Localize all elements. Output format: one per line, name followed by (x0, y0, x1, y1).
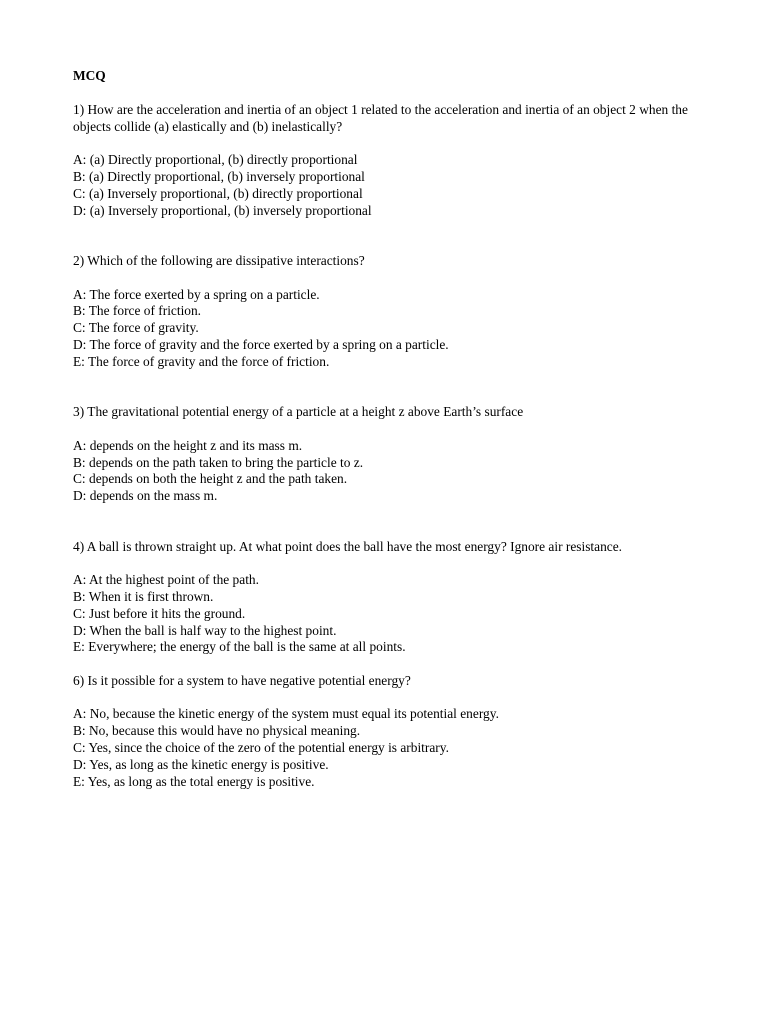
option-list (73, 572, 693, 656)
question-text: 6) Is it possible for a system to have negative potential energy? (73, 672, 411, 688)
question-3 (73, 404, 693, 505)
option-d: D: depends on the mass m. (73, 488, 218, 504)
option-e: E: Yes, as long as the total energy is positive. (73, 773, 315, 789)
spacer (73, 371, 693, 405)
spacer (73, 656, 693, 673)
question-text: 3) The gravitational potential energy of a particle at a height z above Earth’s surface (73, 404, 524, 420)
spacer (73, 219, 693, 253)
option-d: D: The force of gravity and the force exerted by a spring on a particle. (73, 336, 449, 352)
option-b: B: depends on the path taken to bring the particle to z. (73, 454, 364, 470)
option-b: B: The force of friction. (73, 303, 202, 319)
option-a: A: At the highest point of the path. (73, 572, 259, 588)
option-e: E: The force of gravity and the force of friction. (73, 353, 330, 369)
question-text: 1) How are the acceleration and inertia of an object 1 related to the acceleration and inertia of an object 2 when the objects collide (a) elastically and (b) inelastically? (73, 101, 688, 134)
option-d: D: (a) Inversely proportional, (b) inversely proportional (73, 202, 372, 218)
option-c: C: Yes, since the choice of the zero of the potential energy is arbitrary. (73, 740, 449, 756)
option-list (73, 152, 693, 219)
option-b: B: No, because this would have no physical meaning. (73, 723, 361, 739)
option-c: C: Just before it hits the ground. (73, 605, 246, 621)
option-c: C: depends on both the height z and the path taken. (73, 471, 348, 487)
option-a: A: (a) Directly proportional, (b) directly proportional (73, 152, 358, 168)
option-a: A: depends on the height z and its mass m. (73, 437, 303, 453)
question-2 (73, 253, 693, 371)
question-6 (73, 673, 693, 791)
question-4 (73, 539, 693, 657)
option-d: D: When the ball is half way to the highest point. (73, 622, 337, 638)
option-d: D: Yes, as long as the kinetic energy is positive. (73, 756, 329, 772)
option-c: C: (a) Inversely proportional, (b) directly proportional (73, 185, 363, 201)
question-text: 4) A ball is thrown straight up. At what point does the ball have the most energy? Ignore air resistance. (73, 538, 623, 554)
option-a: A: No, because the kinetic energy of the system must equal its potential energy. (73, 706, 499, 722)
option-c: C: The force of gravity. (73, 320, 199, 336)
option-a: A: The force exerted by a spring on a particle. (73, 286, 320, 302)
question-text: 2) Which of the following are dissipative interactions? (73, 252, 365, 268)
option-b: B: (a) Directly proportional, (b) inversely proportional (73, 168, 365, 184)
document-page (73, 68, 693, 790)
option-b: B: When it is first thrown. (73, 588, 214, 604)
option-list (73, 706, 693, 790)
option-list (73, 287, 693, 371)
spacer (73, 505, 693, 539)
option-e: E: Everywhere; the energy of the ball is the same at all points. (73, 639, 406, 655)
document-title: MCQ (73, 68, 106, 83)
option-list (73, 438, 693, 505)
question-1 (73, 102, 693, 220)
